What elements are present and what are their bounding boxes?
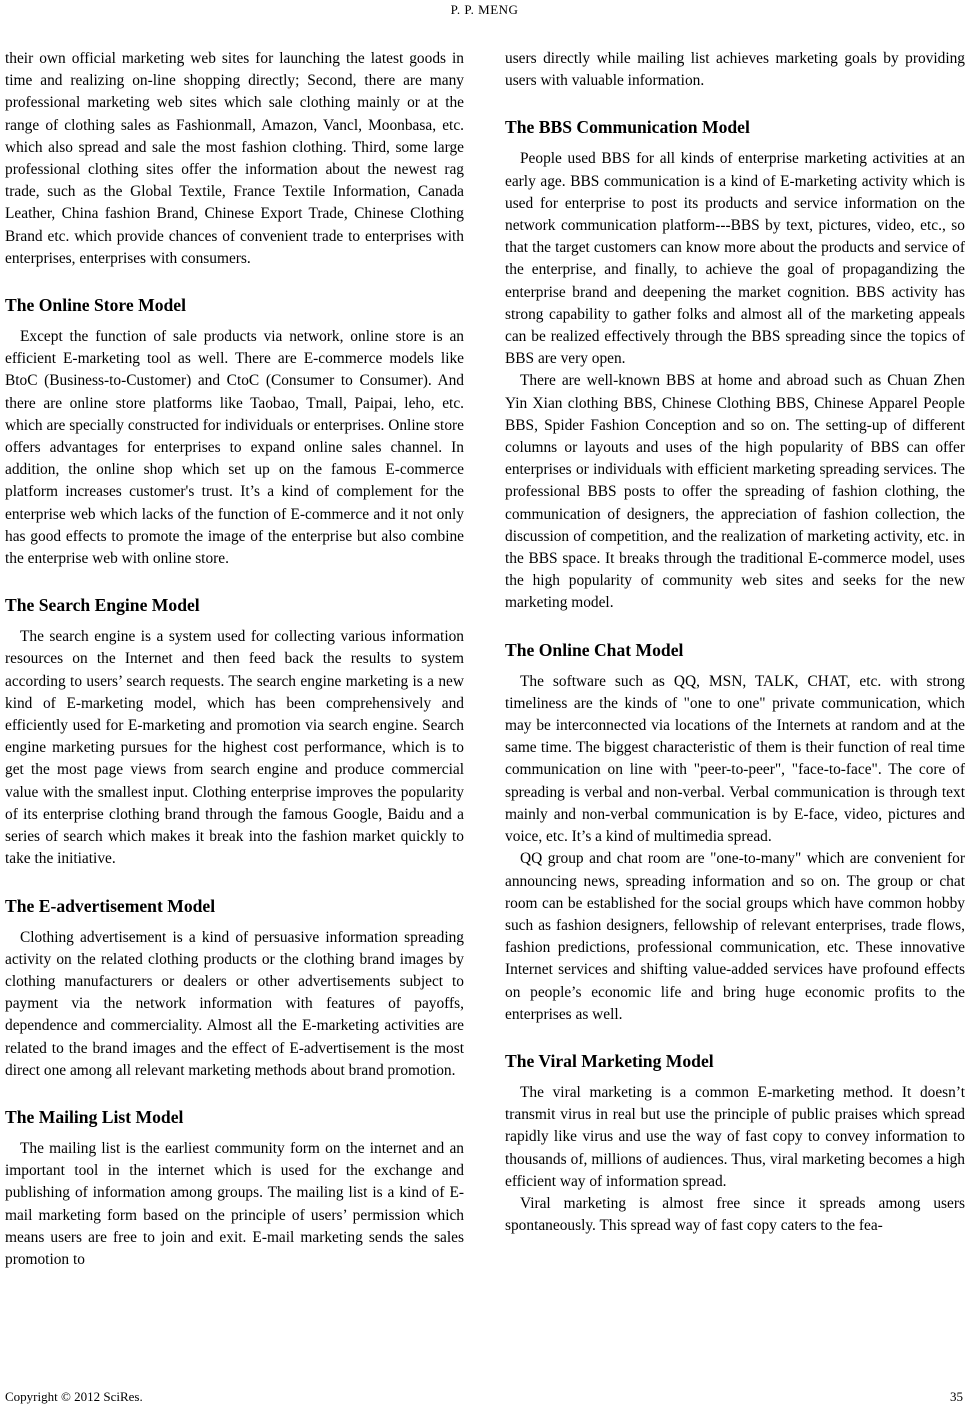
left-column [5, 48, 464, 1271]
section-heading-bbs: The BBS Communication Model [505, 117, 750, 138]
paragraph-bbs-1: People used BBS for all kinds of enterprise marketing activities at an early age. BBS communication is a kind of E-marketing activity which is used for enterprise to post its products and service information on the network communication platform---BBS by text, pictures, video, etc., so that the target customers can know more about the products and service of the enterprise, and finally, to achieve the goal of propagandizing the enterprise brand and deepening the market cognition. BBS activity has strong capability to gather folks and almost all of the marketing appeals can be realized effectively through the BBS spreading since the topics of BBS are very open. [505, 150, 965, 368]
paragraph-online-store: Except the function of sale products via network, online store is an efficient E-marketing tool as well. There are E-commerce models like BtoC (Business-to-Customer) and CtoC (Consumer to Consumer). And there are online store platforms like Taobao, Tmall, Paipai, leho, etc. which are specially constructed for individuals or enterprises. Online store offers advantages for enterprises to expand online sales channel. In addition, the online shop which set up on the famous E-commerce platform increases customer's trust. It’s a kind of complement for the enterprise web which lacks of the function of E-commerce and it not only has good effects to promote the image of the enterprise but also combine the enterprise web with online store. [5, 328, 464, 568]
section-heading-online-chat: The Online Chat Model [505, 639, 684, 660]
section-heading-online-store: The Online Store Model [5, 295, 186, 316]
paragraph-continued-right: users directly while mailing list achieves marketing goals by providing users with valuable information. [505, 50, 965, 90]
paragraph-viral-marketing-2: Viral marketing is almost free since it spreads among users spontaneously. This spread way of fast copy caters to the fea- [505, 1194, 965, 1235]
footer-copyright: Copyright © 2012 SciRes. [5, 1389, 143, 1404]
paragraph-online-chat-2: QQ group and chat room are "one-to-many" which are convenient for announcing news, spreading information and so on. The group or chat room can be established for the social groups which have common hobby such as fashion designers, fellowship of relevant enterprises, trade flows, fashion predictions, professional communication, etc. These innovative Internet services and shifting value-added services have profound effects on people’s economic life and bring huge economic profits to the enterprises as well. [505, 850, 965, 1023]
footer-page-number: 35 [950, 1389, 963, 1404]
section-heading-e-advertisement: The E-advertisement Model [5, 895, 216, 916]
paragraph-bbs-2: There are well-known BBS at home and abroad such as Chuan Zhen Yin Xian clothing BBS, Chinese Clothing BBS, Chinese Apparel People BBS, Spider Fashion Conception and so on. The setting-up of different columns or layouts and uses of the high popularity of BBS can offer enterprises or individuals with efficient marketing spreading services. The professional BBS posts to offer the spreading of fashion clothing, the communication of designers, the appreciation of fashion collection, the discussion of competition, and the realization of marketing activity, etc. in the BBS space. It breaks through the traditional E-commerce model, uses the high popularity of community web sites and seeks for the new marketing model. [505, 372, 965, 612]
right-column [505, 48, 965, 1237]
paragraph-search-engine: The search engine is a system used for collecting various information resources on the Internet and then feed back the results to system according to users’ search requests. The search engine marketing is a new kind of E-marketing model, which has been comprehensively and efficiently used for E-marketing and promotion via search engine. Search engine marketing pursues for the highest cost performance, which is to get the most page views from search engine and produce commercial value with the smallest input. Clothing enterprise improves the popularity of its enterprise clothing brand through the famous Google, Baidu and a series of search which makes it break into the fashion market quickly to take the initiative. [5, 628, 464, 868]
section-heading-viral-marketing: The Viral Marketing Model [505, 1050, 714, 1071]
paragraph-viral-marketing-1: The viral marketing is a common E-marketing method. It doesn’t transmit virus in real but use the principle of public praises which spread rapidly like virus and use the way of fast copy to convey information to thousands of, millions of audiences. Thus, viral marketing becomes a high efficient way of information spread. [505, 1083, 965, 1190]
paragraph-continued: their own official marketing web sites for launching the latest goods in time and realizing on-line shopping directly; Second, there are many professional marketing web sites which sale clothing mainly or at the range of clothing sales as Fashionmall, Amazon, Vancl, Moonbasa, etc. which also spread and sale the most fashion clothing. Third, some large professional clothing sites offer the information about the newest rag trade, such as the Global Textile, France Textile Information, Canada Leather, China fashion Brand, Chinese Export Trade, Chinese Clothing Brand etc. which provide chances of convenient trade to enterprises with enterprises, enterprises with consumers. [5, 50, 464, 267]
paragraph-mailing-list: The mailing list is the earliest community form on the internet and an important tool in the internet which is used for the exchange and publishing of information among groups. The mailing list is a kind of E-mail marketing form based on the principle of users’ permission which means users are free to join and exit. E-mail marketing sends the sales promotion to [5, 1139, 464, 1268]
section-heading-search-engine: The Search Engine Model [5, 595, 200, 616]
section-heading-mailing-list: The Mailing List Model [5, 1106, 184, 1127]
running-head: P. P. MENG [450, 2, 519, 17]
paragraph-e-advertisement: Clothing advertisement is a kind of persuasive information spreading activity on the related clothing products or the clothing brand images by clothing manufacturers or dealers or other advertisements subject to payment via the network information with features of payoffs, dependence and commerciality. Almost all the E-marketing activities are related to the brand images and the effect of E-advertisement is the most direct one among all relevant marketing methods about brand promotion. [5, 928, 464, 1079]
paragraph-online-chat-1: The software such as QQ, MSN, TALK, CHAT, etc. with strong timeliness are the kinds of "one to one" private communication, which may be interconnected via locations of the Internets at random and at the same time. The biggest characteristic of them is their function of real time communication on line with "peer-to-peer", "face-to-face". The core of spreading is verbal and non-verbal. Verbal communication is through text mainly and non-verbal communication is by E-face, video, pictures and voice, etc. It’s a kind of multimedia spread. [505, 672, 965, 846]
